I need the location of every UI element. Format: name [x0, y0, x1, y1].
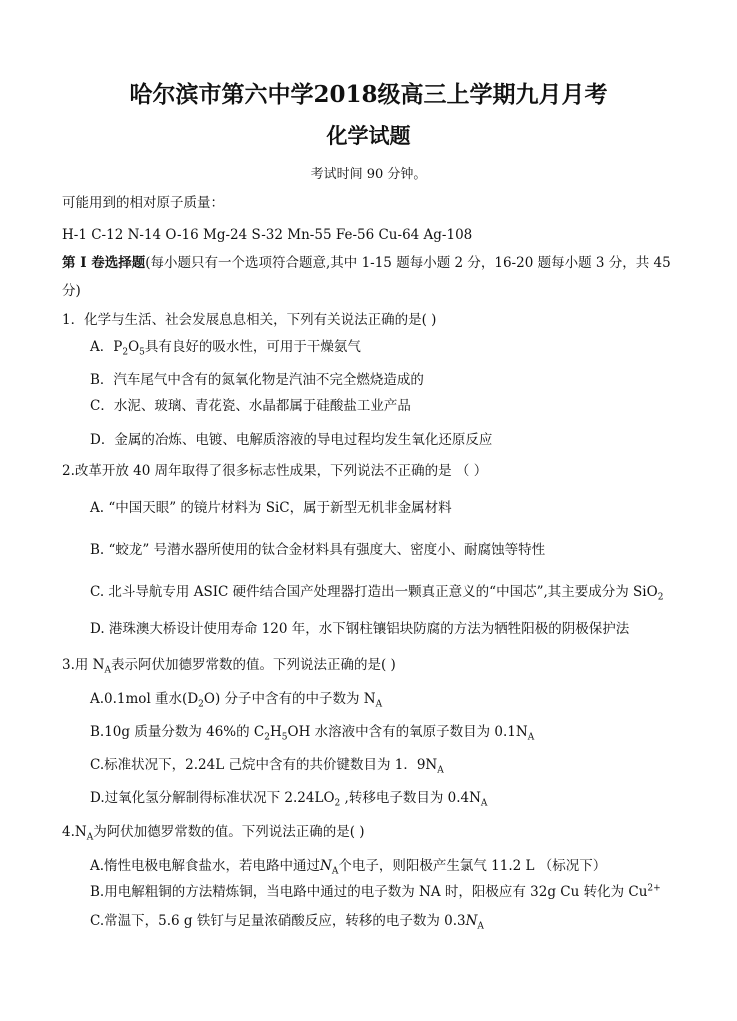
q1-stem: 1．化学与生活、社会发展息息相关，下列有关说法正确的是( )	[62, 312, 437, 328]
q2-option-a: A. “中国天眼” 的镜片材料为 SiC，属于新型无机非金属材料	[90, 500, 452, 516]
exam-subtitle: 化学试题	[326, 123, 411, 148]
atomic-mass-values: H-1 C-12 N-14 O-16 Mg-24 S-32 Mn-55 Fe-56 Cu-64 Ag-108	[62, 227, 473, 243]
q3-stem: 3.用 $N_A$表示阿伏加德罗常数的值。下列说法正确的是( )	[62, 657, 396, 676]
q3-option-b: B.10g 质量分数为 46%的 $C_2H_5OH$ 水溶液中含有的氧原子数目为 $0.1N_A$	[90, 724, 535, 743]
q4-option-b: B.用电解粗铜的方法精炼铜，当电路中通过的电子数为 NA 时，阳极应有 32g Cu 转化为 $Cu^{2+}$	[90, 883, 661, 900]
q3-option-a: A.0.1mol 重水$(D_2O)$ 分子中含有的中子数为 $N_A$	[90, 691, 383, 710]
q2-option-b: B. “蛟龙” 号潜水器所使用的钛合金材料具有强度大、密度小、耐腐蚀等特性	[90, 542, 546, 558]
q1-option-c: C．水泥、玻璃、青花瓷、水晶都属于硅酸盐工业产品	[90, 398, 411, 414]
section-1-desc: (每小题只有一个选项符合题意,其中 1-15 题每小题 2 分，16-20 题每小题 3 分，共 45	[145, 255, 671, 271]
q4-option-a: A.惰性电极电解食盐水，若电路中通过$N_A$个电子，则阳极产生氯气 11.2 L （标况下）	[90, 858, 607, 877]
atomic-mass-label: 可能用到的相对原子质量：	[62, 195, 224, 211]
q3-option-c: C.标准状况下，2.24L 己烷中含有的共价键数目为 1．$9N_A$	[90, 757, 444, 776]
q3-option-d: D.过氧化氢分解制得标准状况下 $2.24LO_2$ ,转移电子数目为 $0.4N_A$	[90, 790, 488, 809]
q1-option-b: B．汽车尾气中含有的氮氧化物是汽油不完全燃烧造成的	[90, 372, 424, 388]
q4-stem: $4.N_A$为阿伏加德罗常数的值。下列说法正确的是( )	[62, 824, 365, 843]
section-1-header	[62, 253, 671, 273]
q4-option-c: C.常温下，5.6 g 铁钉与足量浓硝酸反应，转移的电子数为 $0.3N_A$	[90, 913, 484, 932]
exam-time-note: 考试时间 90 分钟。	[310, 167, 427, 182]
exam-title: 哈尔滨市第六中学2018级高三上学期九月月考	[129, 81, 608, 108]
q1-option-d: D．金属的冶炼、电镀、电解质溶液的导电过程均发生氧化还原反应	[90, 432, 493, 448]
q2-option-c: C. 北斗导航专用 ASIC 硬件结合国产处理器打造出一颗真正意义的“中国芯”,其主要成分为 SiO$_2$	[90, 584, 664, 603]
q1-option-a: A．$P_2O_5$具有良好的吸水性，可用于干燥氨气	[90, 339, 361, 358]
q2-stem: 2.改革开放 40 周年取得了很多标志性成果，下列说法不正确的是 （ ）	[62, 463, 488, 479]
section-1-desc-cont: 分)	[62, 283, 81, 299]
q2-option-d: D. 港珠澳大桥设计使用寿命 120 年，水下钢柱镶铝块防腐的方法为牺牲阳极的阴极保护法	[90, 621, 630, 637]
section-1-title: 第 I 卷选择题	[62, 255, 146, 271]
